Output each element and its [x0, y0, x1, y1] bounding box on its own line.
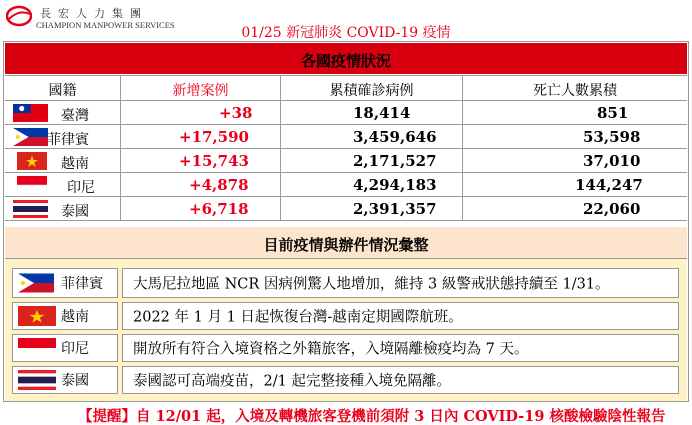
table-row	[5, 197, 687, 221]
country-name: 泰國	[61, 204, 89, 220]
list-item	[5, 268, 687, 298]
country-name: 印尼	[67, 180, 95, 196]
reminder-note: 【提醒】自 12/01 起，入境及轉機旅客登機前須附 3 日內 COVID-19 核酸檢驗陰性報告	[78, 408, 666, 425]
header-new-cases: 新增案例	[121, 76, 281, 100]
thailand-flag-icon	[18, 370, 56, 390]
company-name-en: CHAMPION MANPOWER SERVICES	[36, 20, 175, 30]
deaths-value: 22,060	[583, 200, 641, 218]
table-row	[5, 101, 687, 125]
country-name: 越南	[61, 156, 89, 172]
header-deaths: 死亡人數累積	[533, 83, 617, 99]
country-name: 菲律賓	[47, 132, 89, 148]
update-country-name: 印尼	[61, 341, 89, 357]
country-name: 臺灣	[61, 108, 89, 124]
philippines-flag-icon	[18, 274, 54, 293]
vietnam-flag-icon	[17, 152, 47, 170]
update-text: 2022 年 1 月 1 日起恢復台灣-越南定期國際航班。	[133, 309, 463, 326]
new-cases-value: +38	[219, 104, 253, 122]
updates-section-banner	[5, 227, 687, 259]
taiwan-flag-icon	[13, 104, 48, 122]
updates-list	[5, 259, 687, 401]
stats-section-banner	[5, 43, 687, 75]
update-country-name: 越南	[61, 309, 89, 325]
indonesia-flag-icon	[18, 338, 56, 358]
update-country-name: 菲律賓	[61, 276, 103, 292]
deaths-value: 37,010	[583, 152, 641, 170]
deaths-value: 53,598	[583, 128, 641, 146]
new-cases-value: +4,878	[189, 176, 249, 194]
thailand-flag-icon	[13, 200, 48, 218]
cumulative-value: 3,459,646	[353, 128, 437, 146]
new-cases-value: +15,743	[179, 152, 249, 170]
table-row	[5, 173, 687, 197]
cumulative-value: 4,294,183	[353, 176, 437, 194]
cumulative-value: 2,171,527	[353, 152, 437, 170]
header-country: 國籍	[5, 76, 121, 100]
list-item	[5, 334, 687, 362]
philippines-flag-icon	[13, 128, 48, 146]
update-text: 大馬尼拉地區 NCR 因病例驚人地增加，維持 3 級警戒狀態持續至 1/31。	[133, 276, 610, 293]
update-text: 泰國認可高端疫苗，2/1 起完整接種入境免隔離。	[133, 373, 451, 390]
updates-section-title: 目前疫情與辦件情況彙整	[263, 236, 429, 254]
vietnam-flag-icon	[18, 306, 56, 326]
new-cases-value: +17,590	[179, 128, 249, 146]
deaths-value: 144,247	[575, 176, 643, 194]
cumulative-value: 2,391,357	[353, 200, 437, 218]
stats-section-title: 各國疫情狀況	[300, 52, 391, 70]
covid-report-panel	[3, 41, 689, 402]
list-item	[5, 302, 687, 330]
page-title: 01/25 新冠肺炎 COVID-19 疫情	[241, 25, 451, 41]
company-name-cn: 長宏人力集團	[40, 7, 148, 20]
stats-table-header	[5, 75, 687, 101]
list-item	[5, 366, 687, 394]
update-text: 開放所有符合入境資格之外籍旅客，入境隔離檢疫均為 7 天。	[133, 341, 529, 358]
table-row	[5, 125, 687, 149]
cumulative-value: 18,414	[353, 104, 411, 122]
new-cases-value: +6,718	[189, 200, 249, 218]
update-country-name: 泰國	[61, 373, 89, 389]
indonesia-flag-icon	[17, 176, 47, 194]
deaths-value: 851	[597, 104, 629, 122]
header-cumulative: 累積確診病例	[281, 76, 463, 100]
table-row	[5, 149, 687, 173]
